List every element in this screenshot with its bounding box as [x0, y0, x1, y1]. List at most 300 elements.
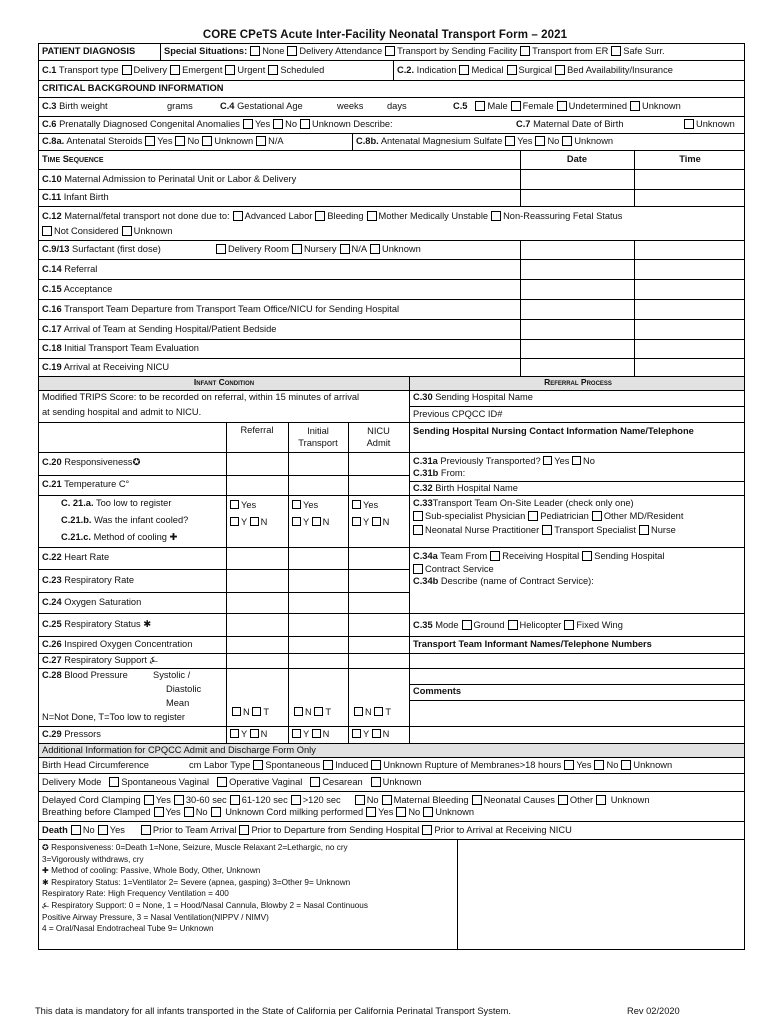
- opt-label: Unknown: [383, 760, 423, 770]
- checkbox[interactable]: [291, 795, 301, 805]
- opt-label: No: [187, 136, 200, 146]
- birth-weight-row: [39, 98, 744, 117]
- c8a-num: C.8a.: [42, 136, 65, 146]
- checkbox[interactable]: [459, 65, 469, 75]
- checkbox[interactable]: [268, 65, 278, 75]
- col-initial: Initial: [307, 426, 329, 436]
- opt-label: Yes: [378, 807, 394, 817]
- opt-label: Unknown: [225, 807, 264, 817]
- checkbox[interactable]: [175, 136, 185, 146]
- c14-label: Referral: [64, 264, 98, 274]
- checkbox[interactable]: [292, 500, 301, 509]
- opt-label: Induced: [335, 760, 369, 770]
- c1-num: C.1: [42, 65, 57, 75]
- n-label: N: [305, 707, 312, 717]
- checkbox[interactable]: [372, 517, 381, 526]
- patient-diagnosis-label: PATIENT DIAGNOSIS: [42, 46, 136, 56]
- c16-label: Transport Team Departure from Transport Team Office/NICU for Sending Hospital: [64, 304, 400, 314]
- checkbox[interactable]: [122, 226, 132, 236]
- informant-label: Transport Team Informant Names/Telephone Numbers: [413, 639, 652, 649]
- checkbox[interactable]: [684, 119, 694, 129]
- grams-label: grams: [167, 101, 193, 111]
- checkbox[interactable]: [413, 525, 423, 535]
- c21b-num: C.21.b.: [61, 515, 92, 525]
- c26-label: Inspired Oxygen Concentration: [64, 639, 193, 649]
- y-label: Y: [303, 729, 310, 739]
- opt-label: Yes: [517, 136, 533, 146]
- opt-label: Yes: [109, 825, 125, 835]
- opt-label: N/A: [351, 244, 368, 254]
- checkbox[interactable]: [507, 65, 517, 75]
- yes-label: Yes: [303, 500, 319, 510]
- c18-label: Initial Transport Team Evaluation: [64, 343, 199, 353]
- opt-label: Unknown: [382, 244, 421, 254]
- c3-label: Birth weight: [59, 101, 108, 111]
- opt-label: Neonatal Causes: [483, 795, 555, 805]
- revision-label: Rev 02/2020: [627, 1006, 680, 1016]
- opt-label: Unknown: [382, 777, 422, 787]
- opt-label: Advanced Labor: [244, 211, 313, 221]
- checkbox[interactable]: [315, 211, 325, 221]
- c15-label: Acceptance: [63, 284, 113, 294]
- c5-num: C.5: [453, 101, 468, 111]
- checkbox[interactable]: [508, 620, 518, 630]
- checkbox[interactable]: [287, 46, 297, 56]
- opt-label: No: [285, 119, 298, 129]
- checkbox[interactable]: [564, 760, 574, 770]
- opt-label: Pediatrician: [540, 511, 589, 521]
- checkbox[interactable]: [371, 760, 381, 770]
- c34a-label: Team From: [440, 551, 488, 561]
- c6-num: C.6: [42, 119, 57, 129]
- checkbox[interactable]: [382, 795, 392, 805]
- c34b-label: Describe (name of Contract Service):: [440, 576, 594, 586]
- opt-label: Safe Surr.: [623, 46, 665, 56]
- checkbox[interactable]: [239, 825, 249, 835]
- checkbox[interactable]: [352, 729, 361, 738]
- form-title: CORE CPeTS Acute Inter-Facility Neonatal Transport Form – 2021: [202, 29, 568, 41]
- c29-num: C.29: [42, 729, 62, 739]
- checkbox[interactable]: [184, 807, 194, 817]
- checkbox[interactable]: [230, 729, 239, 738]
- checkbox[interactable]: [543, 456, 552, 465]
- checkbox[interactable]: [243, 119, 253, 129]
- checkbox[interactable]: [230, 500, 239, 509]
- checkbox[interactable]: [582, 551, 592, 561]
- col-transport: Transport: [298, 438, 338, 448]
- c26-num: C.26: [42, 639, 62, 649]
- c31b-num: C.31b: [413, 468, 439, 478]
- checkbox[interactable]: [314, 707, 323, 716]
- checkbox[interactable]: [211, 807, 221, 817]
- checkbox[interactable]: [145, 136, 155, 146]
- checkbox[interactable]: [396, 807, 406, 817]
- checkbox[interactable]: [154, 807, 164, 817]
- opt-label: Nursery: [303, 244, 337, 254]
- n-label: N: [382, 517, 390, 527]
- c913-row: [39, 241, 744, 260]
- opt-label: No: [606, 760, 619, 770]
- referral-process-panel: [410, 377, 744, 757]
- c7-num: C.7: [516, 119, 531, 129]
- c19-label: Arrival at Receiving NICU: [63, 362, 170, 372]
- checkbox[interactable]: [312, 729, 321, 738]
- legend-notes: [39, 840, 744, 937]
- checkbox[interactable]: [273, 119, 283, 129]
- death-row: [39, 822, 744, 840]
- c31b-label: From:: [440, 468, 466, 478]
- checkbox[interactable]: [558, 795, 568, 805]
- checkbox[interactable]: [542, 525, 552, 535]
- checkbox[interactable]: [98, 825, 108, 835]
- c17-label: Arrival of Team at Sending Hospital/Patient Bedside: [63, 324, 277, 334]
- checkbox[interactable]: [217, 777, 227, 787]
- footer-text: This data is mandatory for all infants transported in the State of California per California Perinatal Transport System.: [35, 1006, 511, 1016]
- c19-row: [39, 359, 744, 377]
- opt-label: Unknown: [610, 795, 650, 805]
- additional-info-heading: Additional Information for CPQCC Admit and Discharge Form Only: [42, 745, 316, 755]
- checkbox[interactable]: [354, 707, 363, 716]
- checkbox[interactable]: [385, 46, 395, 56]
- yes-label: Yes: [241, 500, 257, 510]
- checkbox[interactable]: [300, 119, 310, 129]
- opt-label: Nurse: [651, 525, 676, 535]
- opt-label: Unknown: [435, 807, 474, 817]
- time-sequence-header: [39, 151, 744, 170]
- opt-label: >120 sec: [302, 795, 341, 805]
- checkbox[interactable]: [557, 101, 567, 111]
- contract-service-label: Contract Service: [425, 564, 494, 574]
- checkbox[interactable]: [340, 244, 350, 254]
- checkbox[interactable]: [511, 101, 521, 111]
- opt-label: Urgent: [237, 65, 266, 75]
- comments-label: Comments: [413, 686, 462, 696]
- opt-label: N/A: [268, 136, 284, 146]
- opt-label: No: [408, 807, 421, 817]
- c31a-num: C.31a: [413, 456, 438, 466]
- steroids-row: [39, 134, 744, 151]
- opt-label: Delivery Room: [228, 244, 289, 254]
- c18-num: C.18: [42, 343, 62, 353]
- checkbox[interactable]: [611, 46, 621, 56]
- opt-label: Not Considered: [54, 226, 119, 236]
- c2-num: C.2.: [397, 65, 415, 75]
- c23-num: C.23: [42, 575, 62, 585]
- note-line: Respiratory Rate: High Frequency Ventilation = 400: [42, 889, 229, 899]
- opt-label: Male: [487, 101, 508, 111]
- opt-label: Maternal Bleeding: [393, 795, 469, 805]
- note-line: ⍼ Respiratory Support: 0 = None, 1 = Hood/Nasal Cannula, Blowby 2 = Nasal Continuous: [42, 900, 368, 910]
- c34a-num: C.34a: [413, 551, 438, 561]
- checkbox[interactable]: [170, 65, 180, 75]
- referral-process-heading: Referral Process: [544, 377, 612, 387]
- date-heading: Date: [566, 154, 588, 164]
- checkbox[interactable]: [292, 244, 302, 254]
- footer: [35, 1006, 735, 1016]
- time-sequence-heading: Time Sequence: [42, 154, 104, 164]
- opt-label: Receiving Hospital: [502, 551, 580, 561]
- n-label: N: [243, 707, 250, 717]
- c34b-num: C.34b: [413, 576, 439, 586]
- note-line: ✪ Responsiveness: 0=Death 1=None, Seizure, Muscle Relaxant 2=Lethargic, no cry: [42, 843, 348, 852]
- checkbox[interactable]: [252, 707, 261, 716]
- anomalies-row: [39, 117, 744, 134]
- bbc-label: Breathing before Clamped: [42, 807, 151, 817]
- c22-label: Heart Rate: [64, 552, 110, 562]
- opt-label: No: [547, 136, 560, 146]
- opt-label: Bleeding: [327, 211, 364, 221]
- checkbox[interactable]: [630, 101, 640, 111]
- checkbox[interactable]: [109, 777, 119, 787]
- checkbox[interactable]: [475, 101, 485, 111]
- checkbox[interactable]: [639, 525, 649, 535]
- checkbox[interactable]: [292, 517, 301, 526]
- opt-label: Mother Medically Unstable: [378, 211, 489, 221]
- checkbox[interactable]: [592, 511, 602, 521]
- c3-num: C.3: [42, 101, 57, 111]
- n-label: N: [382, 729, 390, 739]
- condition-referral-block: [39, 377, 744, 758]
- opt-label: Unknown: [642, 101, 681, 111]
- c19-num: C.19: [42, 362, 62, 372]
- note-line: 3=Vigorously withdraws, cry: [42, 854, 144, 864]
- y-label: Y: [303, 517, 310, 527]
- checkbox[interactable]: [462, 620, 472, 630]
- opt-label: Unknown: [696, 119, 735, 129]
- checkbox[interactable]: [122, 65, 132, 75]
- c12-num: C.12: [42, 211, 62, 221]
- opt-label: Unknown: [133, 226, 173, 236]
- opt-label: 61-120 sec: [241, 795, 288, 805]
- checkbox[interactable]: [312, 517, 321, 526]
- c6-label: Prenatally Diagnosed Congenital Anomalies: [59, 119, 240, 129]
- opt-label: Transport by Sending Facility: [397, 46, 518, 56]
- opt-label: Yes: [157, 136, 173, 146]
- checkbox[interactable]: [355, 795, 365, 805]
- days-label: days: [387, 101, 407, 111]
- weeks-label: weeks: [337, 101, 364, 111]
- checkbox[interactable]: [374, 707, 383, 716]
- checkbox[interactable]: [366, 807, 376, 817]
- opt-label: Helicopter: [519, 620, 562, 630]
- c2-label: Indication: [416, 65, 457, 75]
- checkbox[interactable]: [230, 795, 240, 805]
- checkbox[interactable]: [233, 211, 243, 221]
- head-circumference-row: [39, 758, 744, 774]
- checkbox[interactable]: [594, 760, 604, 770]
- y-label: Y: [241, 517, 248, 527]
- y-label: Y: [363, 517, 370, 527]
- opt-label: No: [366, 795, 379, 805]
- opt-label: Female: [522, 101, 554, 111]
- c14-num: C.14: [42, 264, 62, 274]
- checkbox[interactable]: [621, 760, 631, 770]
- c16-num: C.16: [42, 304, 62, 314]
- opt-label: Undetermined: [568, 101, 628, 111]
- opt-label: Unknown: [214, 136, 254, 146]
- opt-label: Cesarean: [322, 777, 363, 787]
- nursing-contact-label: Sending Hospital Nursing Contact Information Name/Telephone: [413, 426, 694, 436]
- cm-label: cm: [189, 760, 202, 770]
- opt-label: Scheduled: [280, 65, 325, 75]
- checkbox[interactable]: [505, 136, 515, 146]
- checkbox[interactable]: [423, 807, 433, 817]
- trips-desc-line2: at sending hospital and admit to NICU.: [42, 407, 202, 417]
- c17-row: [39, 320, 744, 340]
- c24-label: Oxygen Saturation: [64, 597, 142, 607]
- c10-num: C.10: [42, 174, 62, 184]
- opt-label: Unknown: [312, 119, 351, 129]
- checkbox[interactable]: [596, 795, 606, 805]
- c27-num: C.27: [42, 655, 62, 665]
- opt-label: Other: [569, 795, 594, 805]
- checkbox[interactable]: [323, 760, 333, 770]
- opt-label: Neonatal Nurse Practitioner: [425, 525, 540, 535]
- mean-label: Mean: [166, 698, 190, 708]
- checkbox[interactable]: [413, 564, 423, 574]
- c21-num: C.21: [42, 479, 62, 489]
- y-label: Y: [241, 729, 248, 739]
- opt-label: Transport from ER: [532, 46, 609, 56]
- checkbox[interactable]: [371, 777, 381, 787]
- col-admit: Admit: [366, 438, 391, 448]
- opt-label: Delivery Attendance: [299, 46, 383, 56]
- opt-label: Non-Reassuring Fetal Status: [503, 211, 623, 221]
- cmp-label: Cord milking performed: [266, 807, 364, 817]
- checkbox[interactable]: [292, 729, 301, 738]
- dcc-label: Delayed Cord Clamping: [42, 795, 141, 805]
- c28-num: C.28: [42, 670, 62, 680]
- note-line: Positive Airway Pressure, 3 = Nasal Ventilation(NIPPV / NIMV): [42, 912, 269, 922]
- checkbox[interactable]: [202, 136, 212, 146]
- c17-num: C.17: [42, 324, 62, 334]
- c4-num: C.4: [220, 101, 235, 111]
- c12-row: [39, 207, 744, 241]
- checkbox[interactable]: [256, 136, 266, 146]
- checkbox[interactable]: [422, 825, 432, 835]
- c11-label: Infant Birth: [63, 192, 109, 202]
- checkbox[interactable]: [144, 795, 154, 805]
- critical-background-row: [39, 81, 744, 98]
- checkbox[interactable]: [42, 226, 52, 236]
- c21a-num: C. 21.a.: [61, 498, 94, 508]
- checkbox[interactable]: [216, 244, 226, 254]
- checkbox[interactable]: [472, 795, 482, 805]
- delivery-mode-label: Delivery Mode: [42, 777, 102, 787]
- checkbox[interactable]: [352, 517, 361, 526]
- transport-type-row: [39, 61, 744, 81]
- checkbox[interactable]: [370, 244, 380, 254]
- opt-label: Yes: [155, 795, 171, 805]
- opt-label: Yes: [165, 807, 181, 817]
- opt-label: 30-60 sec: [185, 795, 227, 805]
- c27-label: Respiratory Support ⍼: [64, 655, 158, 665]
- c4-label: Gestational Age: [237, 101, 303, 111]
- c25-label: Respiratory Status ✱: [64, 619, 152, 629]
- checkbox[interactable]: [71, 825, 81, 835]
- c16-row: [39, 300, 744, 320]
- checkbox[interactable]: [528, 511, 538, 521]
- yes-label: Yes: [363, 500, 379, 510]
- y-label: Y: [363, 729, 370, 739]
- checkbox[interactable]: [535, 136, 545, 146]
- checkbox[interactable]: [250, 729, 259, 738]
- opt-label: Fixed Wing: [576, 620, 623, 630]
- opt-label: Spontaneous: [265, 760, 321, 770]
- checkbox[interactable]: [367, 211, 377, 221]
- checkbox[interactable]: [253, 760, 263, 770]
- checkbox[interactable]: [555, 65, 565, 75]
- c23-label: Respiratory Rate: [64, 575, 134, 585]
- c20-num: C.20: [42, 457, 62, 467]
- checkbox[interactable]: [310, 777, 320, 787]
- no-label: No: [583, 456, 595, 466]
- checkbox[interactable]: [572, 456, 581, 465]
- opt-label: Emergent: [182, 65, 223, 75]
- checkbox[interactable]: [562, 136, 572, 146]
- opt-label: No: [195, 807, 208, 817]
- checkbox[interactable]: [520, 46, 530, 56]
- checkbox[interactable]: [250, 46, 260, 56]
- checkbox[interactable]: [490, 551, 500, 561]
- checkbox[interactable]: [294, 707, 303, 716]
- note-line: ✱ Respiratory Status: 1=Ventilator 2= Severe (apnea, gasping) 3=Other 9= Unknown: [42, 877, 351, 887]
- opt-label: Yes: [254, 119, 271, 129]
- t-label: T: [325, 707, 331, 717]
- c28-label: Blood Pressure: [64, 670, 128, 680]
- col-referral: Referral: [240, 425, 274, 435]
- opt-label: Yes: [576, 760, 592, 770]
- c14-row: [39, 260, 744, 280]
- c11-num: C.11: [42, 192, 62, 202]
- checkbox[interactable]: [225, 65, 235, 75]
- checkbox[interactable]: [491, 211, 501, 221]
- checkbox[interactable]: [352, 500, 361, 509]
- c7-label: Maternal Date of Birth: [533, 119, 624, 129]
- c21b-label: Was the infant cooled?: [94, 515, 189, 525]
- checkbox[interactable]: [230, 517, 239, 526]
- note-line: ✚ Method of cooling: Passive, Whole Body, Other, Unknown: [42, 866, 261, 876]
- trips-desc-line1: Modified TRIPS Score: to be recorded on referral, within 15 minutes of arrival: [42, 392, 360, 402]
- c913-num: C.9/13: [42, 244, 70, 254]
- opt-label: Prior to Arrival at Receiving NICU: [434, 825, 572, 835]
- opt-label: Surgical: [518, 65, 553, 75]
- checkbox[interactable]: [232, 707, 241, 716]
- c8a-label: Antenatal Steroids: [66, 136, 143, 146]
- previous-cpqcc-label: Previous CPQCC ID#: [413, 409, 503, 419]
- checkbox[interactable]: [564, 620, 574, 630]
- opt-label: Prior to Departure from Sending Hospital: [251, 825, 420, 835]
- c25-num: C.25: [42, 619, 62, 629]
- c24-num: C.24: [42, 597, 62, 607]
- checkbox[interactable]: [141, 825, 151, 835]
- checkbox[interactable]: [174, 795, 184, 805]
- opt-label: None: [262, 46, 285, 56]
- opt-label: No: [82, 825, 95, 835]
- checkbox[interactable]: [250, 517, 259, 526]
- t-label: T: [263, 707, 269, 717]
- legend-notes-row: [39, 840, 744, 949]
- c30-num: C.30: [413, 392, 433, 402]
- checkbox[interactable]: [413, 511, 423, 521]
- checkbox[interactable]: [372, 729, 381, 738]
- c12-label: Maternal/fetal transport not done due to:: [64, 211, 230, 221]
- death-label: Death: [42, 825, 68, 835]
- cord-clamping-row: [39, 792, 744, 822]
- c18-row: [39, 340, 744, 359]
- opt-label: Operative Vaginal: [229, 777, 303, 787]
- c22-num: C.22: [42, 552, 62, 562]
